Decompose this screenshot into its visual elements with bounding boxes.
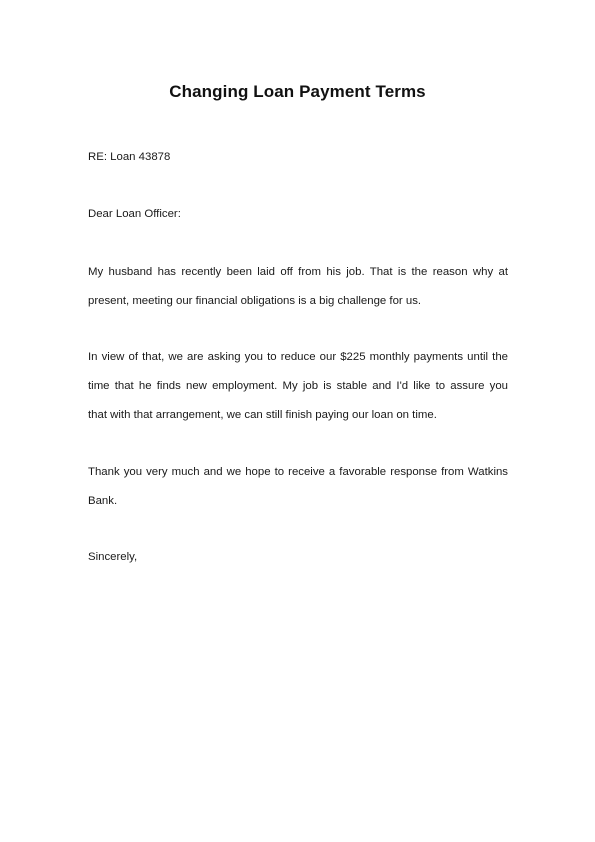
paragraph-line: Thank you very much and we hope to receive a favorable response from Watkins: [88, 466, 508, 478]
paragraph-line: In view of that, we are asking you to reduce our $225 monthly payments until the: [88, 351, 508, 363]
paragraph-line: My husband has recently been laid off from his job. That is the reason why at: [88, 266, 508, 278]
reference-text: RE: Loan 43878: [88, 151, 171, 163]
paragraph-2: [88, 343, 508, 430]
paragraph-3: [88, 458, 508, 516]
salutation-text: Dear Loan Officer:: [88, 208, 181, 220]
paragraph-line: Bank.: [88, 495, 118, 507]
paragraph-line: that with that arrangement, we can still finish paying our loan on time.: [88, 409, 437, 421]
salutation: [88, 200, 508, 229]
closing: [88, 543, 508, 572]
paragraph-1: [88, 258, 508, 316]
paragraph-line: present, meeting our financial obligations is a big challenge for us.: [88, 295, 422, 307]
reference-line: [88, 143, 508, 172]
paragraph-line: time that he finds new employment. My job is stable and I'd like to assure you: [88, 380, 508, 392]
closing-text: Sincerely,: [88, 551, 138, 563]
page-title: Changing Loan Payment Terms: [169, 82, 426, 101]
